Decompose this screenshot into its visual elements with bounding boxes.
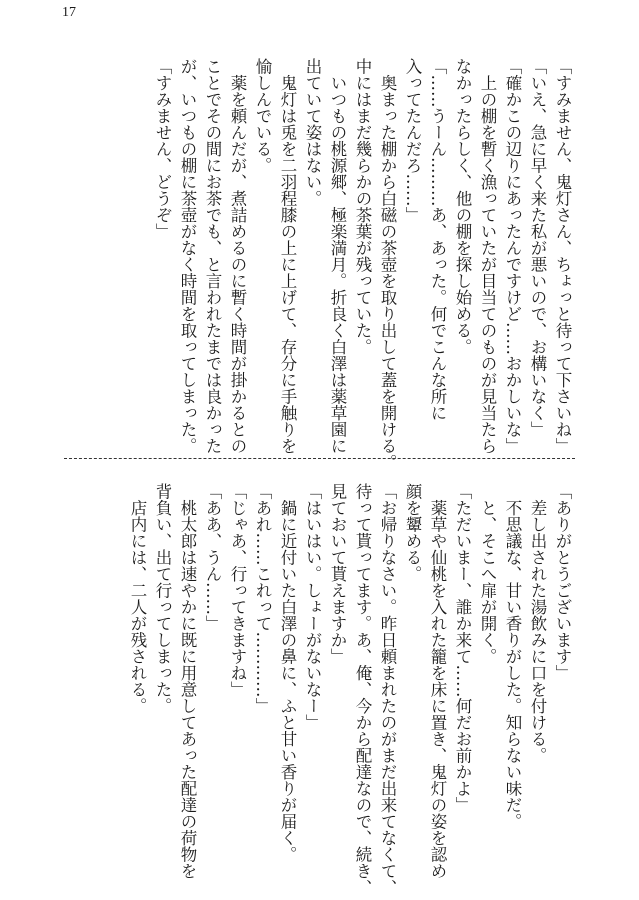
text-line: と、そこへ扉が開く。 xyxy=(478,483,497,665)
text-line: 「はいはい。しょーがないなー」 xyxy=(303,483,322,731)
text-line: なかったらしく、他の棚を探し始める。 xyxy=(453,58,472,355)
text-line: 中にはまだ幾らかの茶葉が残っていた。 xyxy=(353,58,372,355)
section-divider xyxy=(64,458,575,459)
text-line: 出ていて姿はない。 xyxy=(303,58,322,207)
text-line: 「……うーん………あ、あった。何でこんな所に xyxy=(428,58,447,421)
text-line: 薬を頼んだが、煮詰めるのに暫く時間が掛かるとの xyxy=(228,58,247,454)
text-line: 桃太郎は速やかに既に用意してあった配達の荷物を xyxy=(178,483,197,879)
text-line: 「じゃあ、行ってきますね」 xyxy=(228,483,247,698)
text-line: 「確かこの辺りにあったんですけど……おかしいな」 xyxy=(503,58,522,454)
text-line: 「ああ、うん……」 xyxy=(203,483,222,632)
text-line: 「ただいまー、誰か来て……何だお前かよ」 xyxy=(453,483,472,813)
text-line: 「いえ、急に早く来た私が悪いので、お構いなく」 xyxy=(528,58,547,438)
text-line: 愉しんでいる。 xyxy=(253,58,272,174)
text-line: 「すみません、鬼灯さん、ちょっと待って下さいね」 xyxy=(553,58,572,454)
page-number: 17 xyxy=(62,5,76,20)
text-line: 背負い、出て行ってしまった。 xyxy=(153,483,172,714)
text-line: 不思議な、甘い香りがした。知らない味だ。 xyxy=(503,483,522,830)
text-line: 待って貰ってます。あ、俺、今から配達なので、続き、 xyxy=(353,483,372,896)
text-line: 鍋に近付いた白澤の鼻に、ふと甘い香りが届く。 xyxy=(278,483,297,863)
text-line: ことでその間にお茶でも、と言われたまでは良かった xyxy=(203,58,222,454)
text-line: いつもの桃源郷、極楽満月。折良く白澤は薬草園に xyxy=(328,58,347,454)
text-line: 奥まった棚から白磁の茶壺を取り出して蓋を開ける。 xyxy=(378,58,397,471)
text-line: 「あれ……これって…………」 xyxy=(253,483,272,714)
text-line: 「ありがとうございます」 xyxy=(553,483,572,681)
text-line: 「お帰りなさい。昨日頼まれたのがまだ出来てなくて、 xyxy=(378,483,397,896)
text-line: 薬草や仙桃を入れた籠を床に置き、鬼灯の姿を認め xyxy=(428,483,447,879)
text-line: 上の棚を暫く漁っていたが目当てのものが見当たら xyxy=(478,58,497,454)
text-line: 入ってたんだろ……」 xyxy=(403,58,422,223)
text-line: 差し出された湯飲みに口を付ける。 xyxy=(528,483,547,764)
text-block-bottom xyxy=(125,483,575,896)
text-line: が、いつもの棚に茶壺がなく時間を取ってしまった。 xyxy=(178,58,197,454)
text-line: 「すみません、どうぞ」 xyxy=(153,58,172,240)
text-block-top xyxy=(150,58,575,471)
text-line: 顔を顰める。 xyxy=(403,483,422,582)
text-line: 店内には、二人が残される。 xyxy=(128,483,147,714)
text-line: 見ておいて貰えますか」 xyxy=(328,483,347,665)
text-line: 鬼灯は兎を二羽程膝の上に上げて、存分に手触りを xyxy=(278,58,297,454)
